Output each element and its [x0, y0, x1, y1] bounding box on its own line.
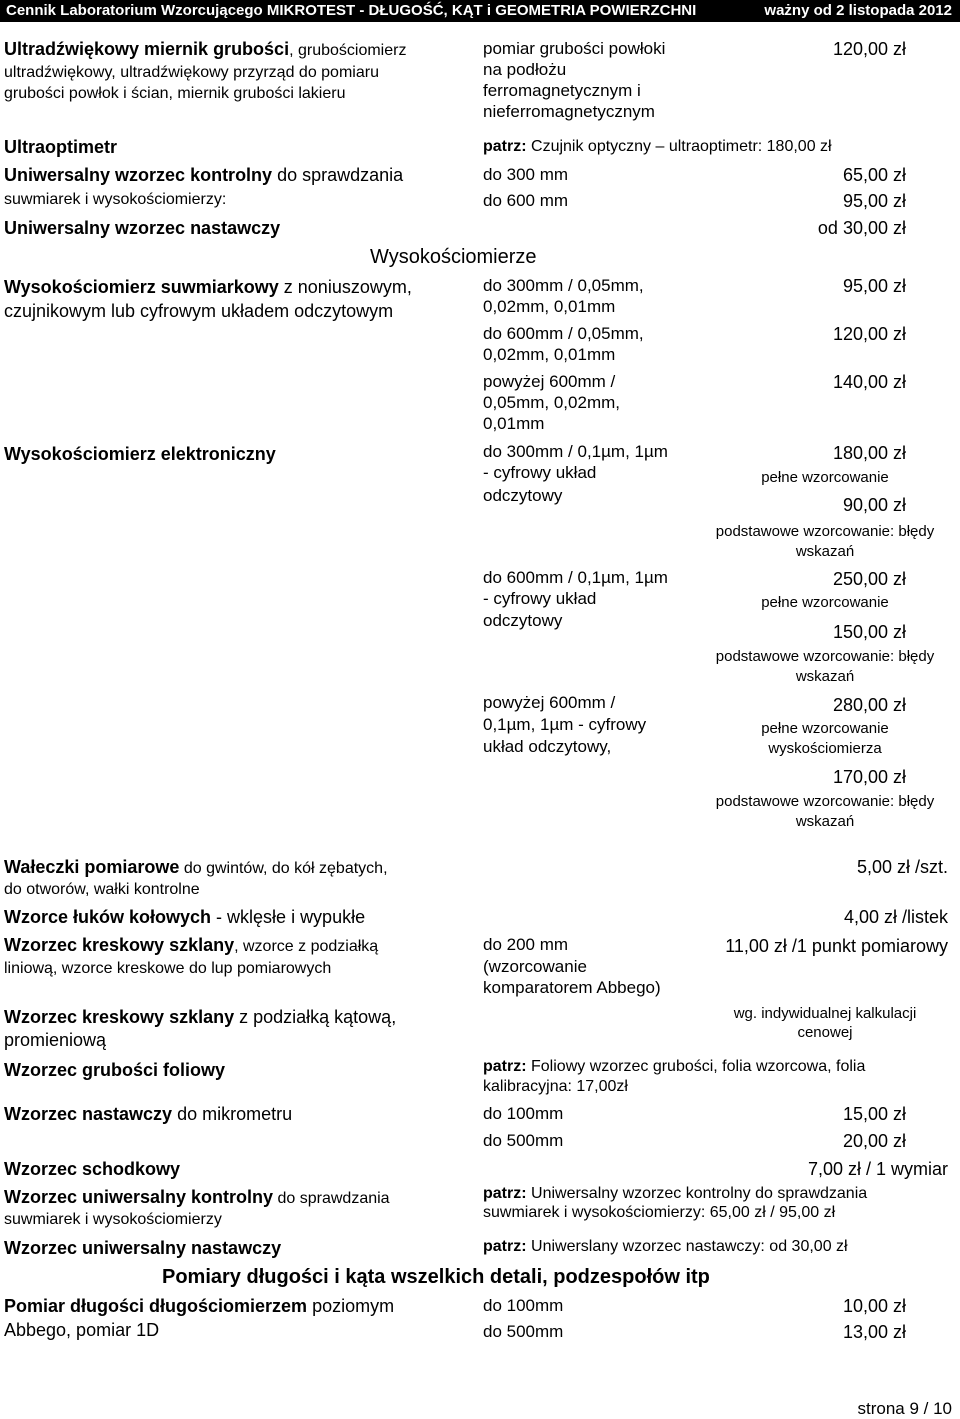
- item-desc: do 100mm: [483, 1296, 564, 1315]
- item-reference-line: suwmiarek i wysokościomierzy: 65,00 zł / 95,00 zł: [483, 1204, 836, 1221]
- item-name: Wzorzec nastawczy do mikrometru: [4, 1104, 293, 1124]
- item-reference-line: kalibracyjna: 17,00zł: [483, 1078, 628, 1095]
- item-desc: do 300 mm: [483, 165, 569, 184]
- item-name: Ultraoptimetr: [4, 137, 118, 157]
- item-reference: patrz: Uniwerslany wzorzec nastawczy: od 30,00 zł: [483, 1238, 848, 1255]
- price-note: wskazań: [795, 668, 855, 685]
- item-desc: odczytowy: [483, 611, 563, 630]
- item-price: 11,00 zł /1 punkt pomiarowy: [725, 936, 948, 956]
- item-desc: 0,02mm, 0,01mm: [483, 345, 616, 364]
- item-desc: do 100mm: [483, 1104, 564, 1123]
- item-desc: do 600 mm: [483, 191, 569, 210]
- item-price: 7,00 zł / 1 wymiar: [807, 1159, 948, 1179]
- item-name-line: grubości powłok i ścian, miernik grubości lakieru: [4, 85, 346, 102]
- item-name: Wzorzec schodkowy: [4, 1159, 181, 1179]
- item-desc: 0,01mm: [483, 414, 545, 433]
- item-reference: patrz: Czujnik optyczny – ultraoptimetr: 180,00 zł: [483, 138, 832, 155]
- price-note: pełne wzorcowanie: [761, 720, 889, 737]
- item-name: Wysokościomierz suwmiarkowy z noniuszowym,: [4, 277, 412, 297]
- price-note: wskazań: [795, 813, 855, 830]
- item-name: Uniwersalny wzorzec kontrolny do sprawdzania: [4, 165, 404, 185]
- item-desc: do 200 mm: [483, 935, 569, 954]
- header-title: Cennik Laboratorium Wzorcującego MIKROTEST - DŁUGOŚĆ, KĄT i GEOMETRIA POWIERZCHNI: [6, 2, 697, 19]
- item-price: 10,00 zł: [842, 1296, 906, 1316]
- item-price: 95,00 zł: [842, 191, 906, 211]
- item-name-line: czujnikowym lub cyfrowym układem odczytowym: [4, 301, 394, 321]
- item-desc: 0,02mm, 0,01mm: [483, 297, 616, 316]
- item-name-line: do otworów, wałki kontrolne: [4, 881, 200, 898]
- item-desc: odczytowy: [483, 486, 563, 505]
- item-desc: do 300mm / 0,1µm, 1µm: [483, 442, 668, 461]
- item-name-line: promieniową: [4, 1030, 107, 1050]
- item-desc: powyżej 600mm /: [483, 372, 616, 391]
- page-number: strona 9 / 10: [857, 1399, 952, 1418]
- item-price: 250,00 zł: [832, 569, 906, 589]
- item-name: Wzorzec kreskowy szklany z podziałką kątową,: [4, 1007, 397, 1027]
- item-desc: powyżej 600mm /: [483, 693, 616, 712]
- item-desc: komparatorem Abbego): [483, 978, 661, 997]
- header-validity: ważny od 2 listopada 2012: [764, 2, 952, 19]
- item-desc: do 500mm: [483, 1131, 564, 1150]
- price-note: wskazań: [795, 543, 855, 560]
- item-price: 20,00 zł: [842, 1131, 906, 1151]
- item-price: 90,00 zł: [842, 495, 906, 515]
- item-price: 13,00 zł: [842, 1322, 906, 1342]
- item-name: Ultradźwiękowy miernik grubości, grubościomierz: [4, 39, 407, 59]
- item-desc: (wzorcowanie: [483, 957, 587, 976]
- item-name: Uniwersalny wzorzec nastawczy: [4, 218, 281, 238]
- item-desc: układ odczytowy,: [483, 737, 612, 756]
- item-name: Wzorzec grubości foliowy: [4, 1060, 226, 1080]
- item-name: Wzorzec kreskowy szklany, wzorce z podziałką: [4, 935, 379, 955]
- price-note: cenowej: [797, 1024, 853, 1041]
- item-name-line: suwmiarek i wysokościomierzy:: [4, 191, 227, 208]
- item-price: 150,00 zł: [832, 622, 906, 642]
- page-header: [0, 0, 960, 22]
- item-name-line: Abbego, pomiar 1D: [4, 1320, 160, 1340]
- item-price: 95,00 zł: [842, 276, 906, 296]
- item-price: 120,00 zł: [832, 324, 906, 344]
- item-price: 120,00 zł: [832, 39, 906, 59]
- item-price: 15,00 zł: [842, 1104, 906, 1124]
- item-desc: do 600mm / 0,05mm,: [483, 324, 644, 343]
- item-price: 140,00 zł: [832, 372, 906, 392]
- price-note: wg. indywidualnej kalkulacji: [733, 1005, 917, 1022]
- item-desc: 0,1µm, 1µm - cyfrowy: [483, 715, 647, 734]
- item-desc: ferromagnetycznym i: [483, 81, 641, 100]
- item-name-line: liniową, wzorce kreskowe do lup pomiarowych: [4, 960, 332, 977]
- item-reference: patrz: Foliowy wzorzec grubości, folia wzorcowa, folia: [483, 1058, 866, 1075]
- item-desc: - cyfrowy układ: [483, 463, 597, 482]
- item-name: Wałeczki pomiarowe do gwintów, do kół zębatych,: [4, 857, 388, 877]
- price-note: podstawowe wzorcowanie: błędy: [715, 648, 935, 665]
- section-title: Pomiary długości i kąta wszelkich detali, podzespołów itp: [162, 1266, 710, 1288]
- item-name: Wzorzec uniwersalny nastawczy: [4, 1238, 282, 1258]
- item-price: 4,00 zł /listek: [843, 907, 948, 927]
- item-name: Wzorzec uniwersalny kontrolny do sprawdzania: [4, 1187, 390, 1207]
- item-desc: do 500mm: [483, 1322, 564, 1341]
- item-desc: pomiar grubości powłoki: [483, 39, 666, 58]
- item-desc: 0,05mm, 0,02mm,: [483, 393, 620, 412]
- item-name: Pomiar długości długościomierzem poziomym: [4, 1296, 395, 1316]
- price-note: pełne wzorcowanie: [761, 469, 889, 486]
- section-title: Wysokościomierze: [370, 246, 537, 268]
- price-note: podstawowe wzorcowanie: błędy: [715, 523, 935, 540]
- item-desc: - cyfrowy układ: [483, 589, 597, 608]
- item-price: 280,00 zł: [832, 695, 906, 715]
- item-reference: patrz: Uniwersalny wzorzec kontrolny do sprawdzania: [483, 1185, 868, 1202]
- item-price: od 30,00 zł: [817, 218, 906, 238]
- item-price: 65,00 zł: [842, 165, 906, 185]
- item-name: Wysokościomierz elektroniczny: [4, 444, 276, 464]
- item-desc: do 300mm / 0,05mm,: [483, 276, 644, 295]
- item-desc: do 600mm / 0,1µm, 1µm: [483, 568, 668, 587]
- item-name-line: ultradźwiękowy, ultradźwiękowy przyrząd do pomiaru: [4, 64, 379, 81]
- price-note: podstawowe wzorcowanie: błędy: [715, 793, 935, 810]
- item-price: 170,00 zł: [832, 767, 906, 787]
- price-note: pełne wzorcowanie: [761, 594, 889, 611]
- item-desc: na podłożu: [483, 60, 567, 79]
- price-note: wyskościomierza: [768, 740, 882, 757]
- item-price: 180,00 zł: [832, 443, 906, 463]
- item-name-line: suwmiarek i wysokościomierzy: [4, 1211, 222, 1228]
- item-price: 5,00 zł /szt.: [856, 857, 948, 877]
- item-desc: nieferromagnetycznym: [483, 102, 655, 121]
- item-name: Wzorce łuków kołowych - wklęsłe i wypukłe: [4, 907, 366, 927]
